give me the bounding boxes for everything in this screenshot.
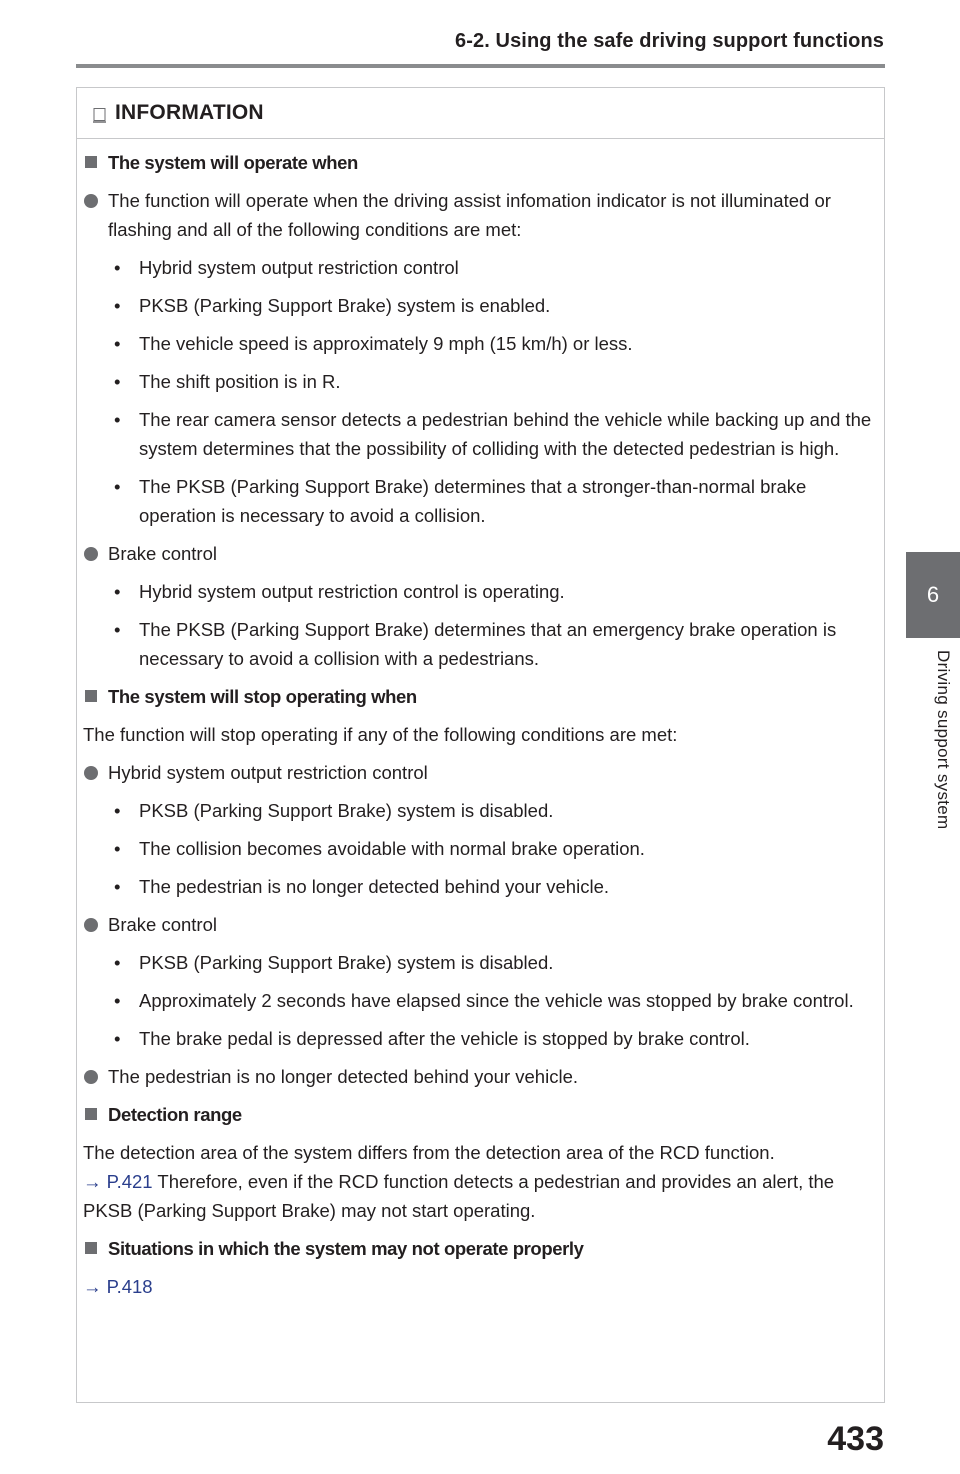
list-item-text: The pedestrian is no longer detected behind your vehicle.: [108, 1066, 578, 1087]
bullet-dot-icon: •: [114, 257, 121, 278]
section-heading-text: The system will stop operating when: [108, 686, 417, 707]
bullet-dot-icon: •: [114, 333, 121, 354]
round-bullet-icon: [84, 1070, 98, 1084]
bullet-dot-icon: •: [114, 952, 121, 973]
sub-list-item: [83, 1024, 873, 1053]
sub-list-item-text: PKSB (Parking Support Brake) system is enabled.: [139, 295, 551, 316]
bullet-dot-icon: •: [114, 876, 121, 897]
section-heading-text: Situations in which the system may not operate properly: [108, 1238, 584, 1259]
bullet-dot-icon: •: [114, 838, 121, 859]
page-link-421[interactable]: → P.421: [83, 1171, 153, 1192]
bullet-dot-icon: •: [114, 990, 121, 1011]
sub-list-item: [83, 834, 873, 863]
bullet-dot-icon: •: [114, 371, 121, 392]
section-heading: [83, 1100, 873, 1129]
section-heading: [83, 1234, 873, 1263]
sub-list-item: [83, 986, 873, 1015]
sub-list-item: [83, 291, 873, 320]
sub-list-item: [83, 615, 873, 673]
detection-paragraph: [83, 1138, 873, 1225]
sub-list-item-text: The PKSB (Parking Support Brake) determines that an emergency brake operation is necessary to avoid a collision with a pedestrians.: [139, 619, 837, 669]
bullet-dot-icon: •: [114, 409, 121, 430]
sub-list-item-text: The shift position is in R.: [139, 371, 341, 392]
sub-list-item: [83, 796, 873, 825]
round-bullet-icon: [84, 194, 98, 208]
sub-list-item-text: The collision becomes avoidable with normal brake operation.: [139, 838, 645, 859]
list-item-text: Hybrid system output restriction control: [108, 762, 428, 783]
page-number: 433: [827, 1420, 884, 1458]
sub-list-item-text: The rear camera sensor detects a pedestrian behind the vehicle while backing up and the system determines that the possibility of colliding with the detected pedestrian is high.: [139, 409, 872, 459]
round-bullet-icon: [84, 766, 98, 780]
bullet-dot-icon: •: [114, 476, 121, 497]
list-item-text: Brake control: [108, 914, 217, 935]
sub-list-item-text: The pedestrian is no longer detected behind your vehicle.: [139, 876, 609, 897]
information-title: INFORMATION: [115, 101, 264, 124]
sub-list-item-text: The PKSB (Parking Support Brake) determines that a stronger-than-normal brake operation is necessary to avoid a collision.: [139, 476, 807, 526]
sub-list-item-text: The vehicle speed is approximately 9 mph (15 km/h) or less.: [139, 333, 633, 354]
detection-text-1: The detection area of the system differs from the detection area of the RCD function.: [83, 1142, 775, 1163]
square-bullet-icon: [85, 1108, 97, 1120]
sub-list-item-text: PKSB (Parking Support Brake) system is disabled.: [139, 800, 554, 821]
bullet-dot-icon: •: [114, 1028, 121, 1049]
header-rule: [76, 64, 885, 68]
chapter-number: 6: [926, 582, 940, 607]
detection-text-2: Therefore, even if the RCD function detects a pedestrian and provides an alert, the PKSB (Parking Support Brake) may not start operating.: [83, 1171, 835, 1221]
square-bullet-icon: [85, 1242, 97, 1254]
sub-list-item: [83, 253, 873, 282]
bullet-dot-icon: •: [114, 295, 121, 316]
information-box: [76, 87, 885, 1403]
sub-list-item: [83, 872, 873, 901]
sub-list-item: [83, 329, 873, 358]
bullet-dot-icon: •: [114, 581, 121, 602]
sub-list-item: [83, 405, 873, 463]
chapter-label: Driving support system: [934, 650, 953, 830]
list-item: [83, 758, 873, 787]
sub-list-item-text: The brake pedal is depressed after the vehicle is stopped by brake control.: [139, 1028, 750, 1049]
list-item: [83, 1062, 873, 1091]
sub-list-item: [83, 472, 873, 530]
situations-reference: [83, 1272, 873, 1301]
bullet-dot-icon: •: [114, 619, 121, 640]
information-header: [77, 88, 884, 139]
list-item: [83, 539, 873, 568]
square-bullet-icon: [85, 690, 97, 702]
sub-list-item: [83, 948, 873, 977]
list-item-text: Brake control: [108, 543, 217, 564]
list-item: [83, 910, 873, 939]
section-heading-text: The system will operate when: [108, 152, 358, 173]
bullet-dot-icon: •: [114, 800, 121, 821]
page-header-title: 6-2. Using the safe driving support functions: [455, 30, 884, 52]
chapter-tab[interactable]: [906, 552, 960, 638]
information-content: [83, 148, 873, 1301]
square-bullet-icon: [85, 156, 97, 168]
round-bullet-icon: [84, 547, 98, 561]
round-bullet-icon: [84, 918, 98, 932]
sub-list-item: [83, 367, 873, 396]
section-heading-text: Detection range: [108, 1104, 242, 1125]
sub-list-item-text: Hybrid system output restriction control is operating.: [139, 581, 565, 602]
section-heading: [83, 682, 873, 711]
sub-list-item-text: Approximately 2 seconds have elapsed since the vehicle was stopped by brake control.: [139, 990, 854, 1011]
list-item: [83, 186, 873, 244]
page-link-418[interactable]: → P.418: [83, 1276, 153, 1297]
list-item-text: The function will operate when the driving assist infomation indicator is not illuminated or flashing and all of the following conditions are met:: [108, 190, 831, 240]
sub-list-item-text: PKSB (Parking Support Brake) system is disabled.: [139, 952, 554, 973]
note-icon: [93, 108, 106, 123]
section-intro: The function will stop operating if any of the following conditions are met:: [83, 724, 678, 745]
sub-list-item-text: Hybrid system output restriction control: [139, 257, 459, 278]
section-heading: [83, 148, 873, 177]
sub-list-item: [83, 577, 873, 606]
